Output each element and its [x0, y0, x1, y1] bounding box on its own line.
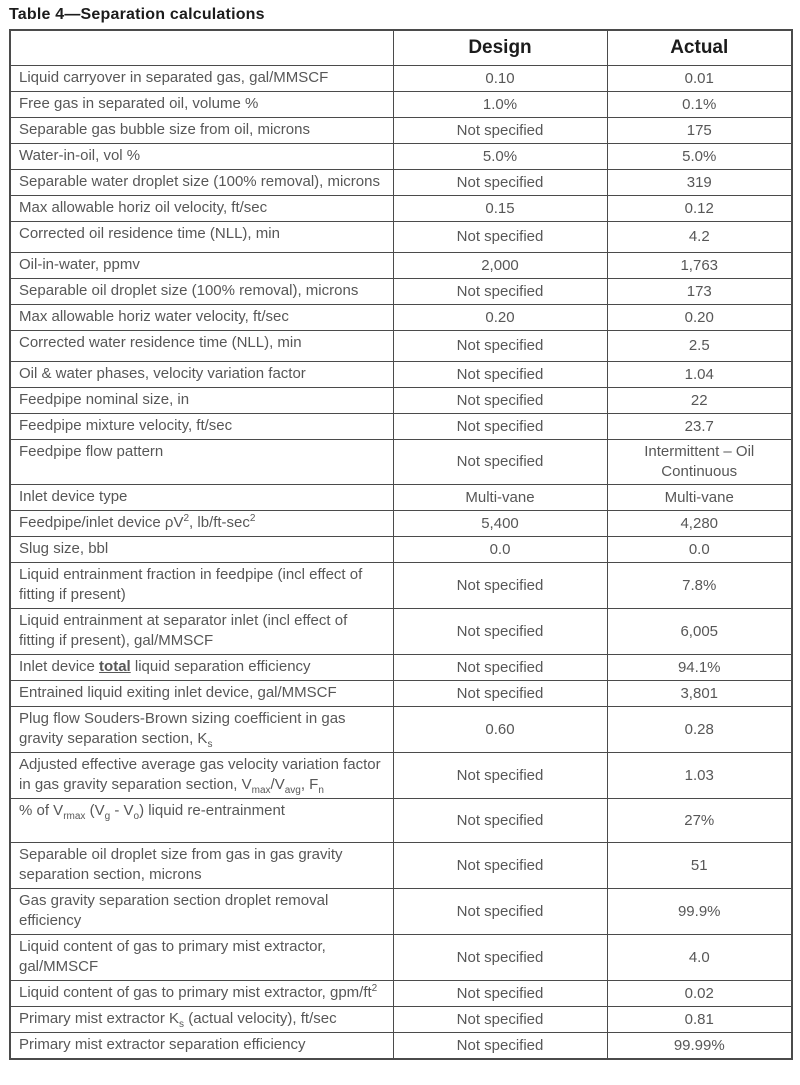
row-label: Separable oil droplet size from gas in gas gravity separation section, microns [10, 843, 393, 889]
table-row [10, 537, 792, 563]
design-value: 0.0 [393, 537, 607, 563]
actual-value: 0.01 [607, 66, 792, 92]
row-label: Inlet device total liquid separation efficiency [10, 655, 393, 681]
actual-value: 6,005 [607, 609, 792, 655]
row-label: Separable water droplet size (100% removal), microns [10, 170, 393, 196]
table-row [10, 843, 792, 889]
row-label: Plug flow Souders-Brown sizing coefficient in gas gravity separation section, $K_s$ [10, 707, 393, 753]
design-value: Not specified [393, 843, 607, 889]
actual-value: 1.03 [607, 753, 792, 799]
actual-value: 175 [607, 118, 792, 144]
row-label: Separable oil droplet size (100% removal), microns [10, 279, 393, 305]
actual-value: 7.8% [607, 563, 792, 609]
table-row [10, 144, 792, 170]
table-row [10, 66, 792, 92]
table-row [10, 655, 792, 681]
actual-value: 5.0% [607, 144, 792, 170]
table-row [10, 753, 792, 799]
design-value: Not specified [393, 279, 607, 305]
header-parameter-blank [10, 30, 393, 66]
table-row [10, 1033, 792, 1060]
row-label: Oil & water phases, velocity variation factor [10, 362, 393, 388]
row-label: Primary mist extractor $K_s$ (actual velocity), ft/sec [10, 1007, 393, 1033]
table-row [10, 92, 792, 118]
design-value: 0.60 [393, 707, 607, 753]
design-value: Not specified [393, 331, 607, 362]
row-label: Liquid content of gas to primary mist extractor, gpm/$ft^2$ [10, 981, 393, 1007]
table-body [10, 66, 792, 1060]
row-label: Oil-in-water, ppmv [10, 253, 393, 279]
design-value: Not specified [393, 681, 607, 707]
actual-value: 3,801 [607, 681, 792, 707]
table-row [10, 279, 792, 305]
design-value: Not specified [393, 118, 607, 144]
design-value: 1.0% [393, 92, 607, 118]
row-label: Adjusted effective average gas velocity variation factor in gas gravity separation section, $V_{max}/V_{avg}$, $F_n$ [10, 753, 393, 799]
row-label: Primary mist extractor separation efficiency [10, 1033, 393, 1060]
actual-value: 0.81 [607, 1007, 792, 1033]
design-value: Not specified [393, 981, 607, 1007]
design-value: Not specified [393, 799, 607, 843]
table-row [10, 981, 792, 1007]
row-label: Feedpipe mixture velocity, ft/sec [10, 414, 393, 440]
actual-value: 0.02 [607, 981, 792, 1007]
table-row [10, 305, 792, 331]
row-label: Separable gas bubble size from oil, microns [10, 118, 393, 144]
row-label: Corrected water residence time (NLL), min [10, 331, 393, 362]
row-label: Liquid entrainment at separator inlet (incl effect of fitting if present), gal/MMSCF [10, 609, 393, 655]
actual-value: 0.12 [607, 196, 792, 222]
header-design: Design [393, 30, 607, 66]
actual-value: 23.7 [607, 414, 792, 440]
header-actual: Actual [607, 30, 792, 66]
table-row [10, 118, 792, 144]
row-label: Entrained liquid exiting inlet device, gal/MMSCF [10, 681, 393, 707]
table-row [10, 388, 792, 414]
actual-value: 1,763 [607, 253, 792, 279]
table-row [10, 440, 792, 485]
table-row [10, 707, 792, 753]
actual-value: 319 [607, 170, 792, 196]
table-row [10, 253, 792, 279]
table-row [10, 222, 792, 253]
table-row [10, 511, 792, 537]
table-row [10, 681, 792, 707]
table-row [10, 935, 792, 981]
header-row [10, 30, 792, 66]
actual-value: Multi-vane [607, 485, 792, 511]
table-row [10, 170, 792, 196]
design-value: 2,000 [393, 253, 607, 279]
row-label: Gas gravity separation section droplet removal efficiency [10, 889, 393, 935]
design-value: Not specified [393, 1007, 607, 1033]
table-row [10, 1007, 792, 1033]
row-label: Liquid entrainment fraction in feedpipe (incl effect of fitting if present) [10, 563, 393, 609]
row-label: Water-in-oil, vol % [10, 144, 393, 170]
actual-value: 173 [607, 279, 792, 305]
design-value: Not specified [393, 440, 607, 485]
design-value: Not specified [393, 414, 607, 440]
row-label: Feedpipe nominal size, in [10, 388, 393, 414]
actual-value: 2.5 [607, 331, 792, 362]
table-title: Table 4—Separation calculations [9, 6, 265, 23]
actual-value: 99.9% [607, 889, 792, 935]
row-label: Max allowable horiz water velocity, ft/sec [10, 305, 393, 331]
row-label: Feedpipe flow pattern [10, 440, 393, 485]
design-value: Not specified [393, 889, 607, 935]
design-value: Not specified [393, 935, 607, 981]
actual-value: 0.1% [607, 92, 792, 118]
design-value: Not specified [393, 170, 607, 196]
design-value: 5,400 [393, 511, 607, 537]
actual-value: 0.28 [607, 707, 792, 753]
table-row [10, 889, 792, 935]
design-value: 0.20 [393, 305, 607, 331]
table-row [10, 609, 792, 655]
row-label: Feedpipe/inlet device $\rho V^2$, $lb/ft-\sec^2$ [10, 511, 393, 537]
row-label: Liquid content of gas to primary mist extractor, gal/MMSCF [10, 935, 393, 981]
row-label: Max allowable horiz oil velocity, ft/sec [10, 196, 393, 222]
table-row [10, 362, 792, 388]
actual-value: 51 [607, 843, 792, 889]
design-value: 0.10 [393, 66, 607, 92]
separation-calculations-table [9, 29, 793, 1060]
actual-value: 0.0 [607, 537, 792, 563]
table-row [10, 331, 792, 362]
table-row [10, 799, 792, 843]
actual-value: 4.2 [607, 222, 792, 253]
table-row [10, 414, 792, 440]
design-value: 5.0% [393, 144, 607, 170]
design-value: Not specified [393, 563, 607, 609]
actual-value: 0.20 [607, 305, 792, 331]
actual-value: 27% [607, 799, 792, 843]
row-label: % of $V_{rmax}$ $(V_g - V_o)$ liquid re-entrainment [10, 799, 393, 843]
design-value: Multi-vane [393, 485, 607, 511]
row-label: Inlet device type [10, 485, 393, 511]
design-value: 0.15 [393, 196, 607, 222]
row-label: Slug size, bbl [10, 537, 393, 563]
actual-value: 94.1% [607, 655, 792, 681]
actual-value: 1.04 [607, 362, 792, 388]
design-value: Not specified [393, 388, 607, 414]
design-value: Not specified [393, 362, 607, 388]
row-label: Free gas in separated oil, volume % [10, 92, 393, 118]
table-row [10, 485, 792, 511]
actual-value: 99.99% [607, 1033, 792, 1060]
row-label: Corrected oil residence time (NLL), min [10, 222, 393, 253]
design-value: Not specified [393, 655, 607, 681]
table-row [10, 196, 792, 222]
design-value: Not specified [393, 609, 607, 655]
actual-value: 22 [607, 388, 792, 414]
actual-value: 4,280 [607, 511, 792, 537]
design-value: Not specified [393, 1033, 607, 1060]
table-row [10, 563, 792, 609]
row-label: Liquid carryover in separated gas, gal/MMSCF [10, 66, 393, 92]
design-value: Not specified [393, 222, 607, 253]
design-value: Not specified [393, 753, 607, 799]
actual-value: 4.0 [607, 935, 792, 981]
actual-value: Intermittent – Oil Continuous [607, 440, 792, 485]
